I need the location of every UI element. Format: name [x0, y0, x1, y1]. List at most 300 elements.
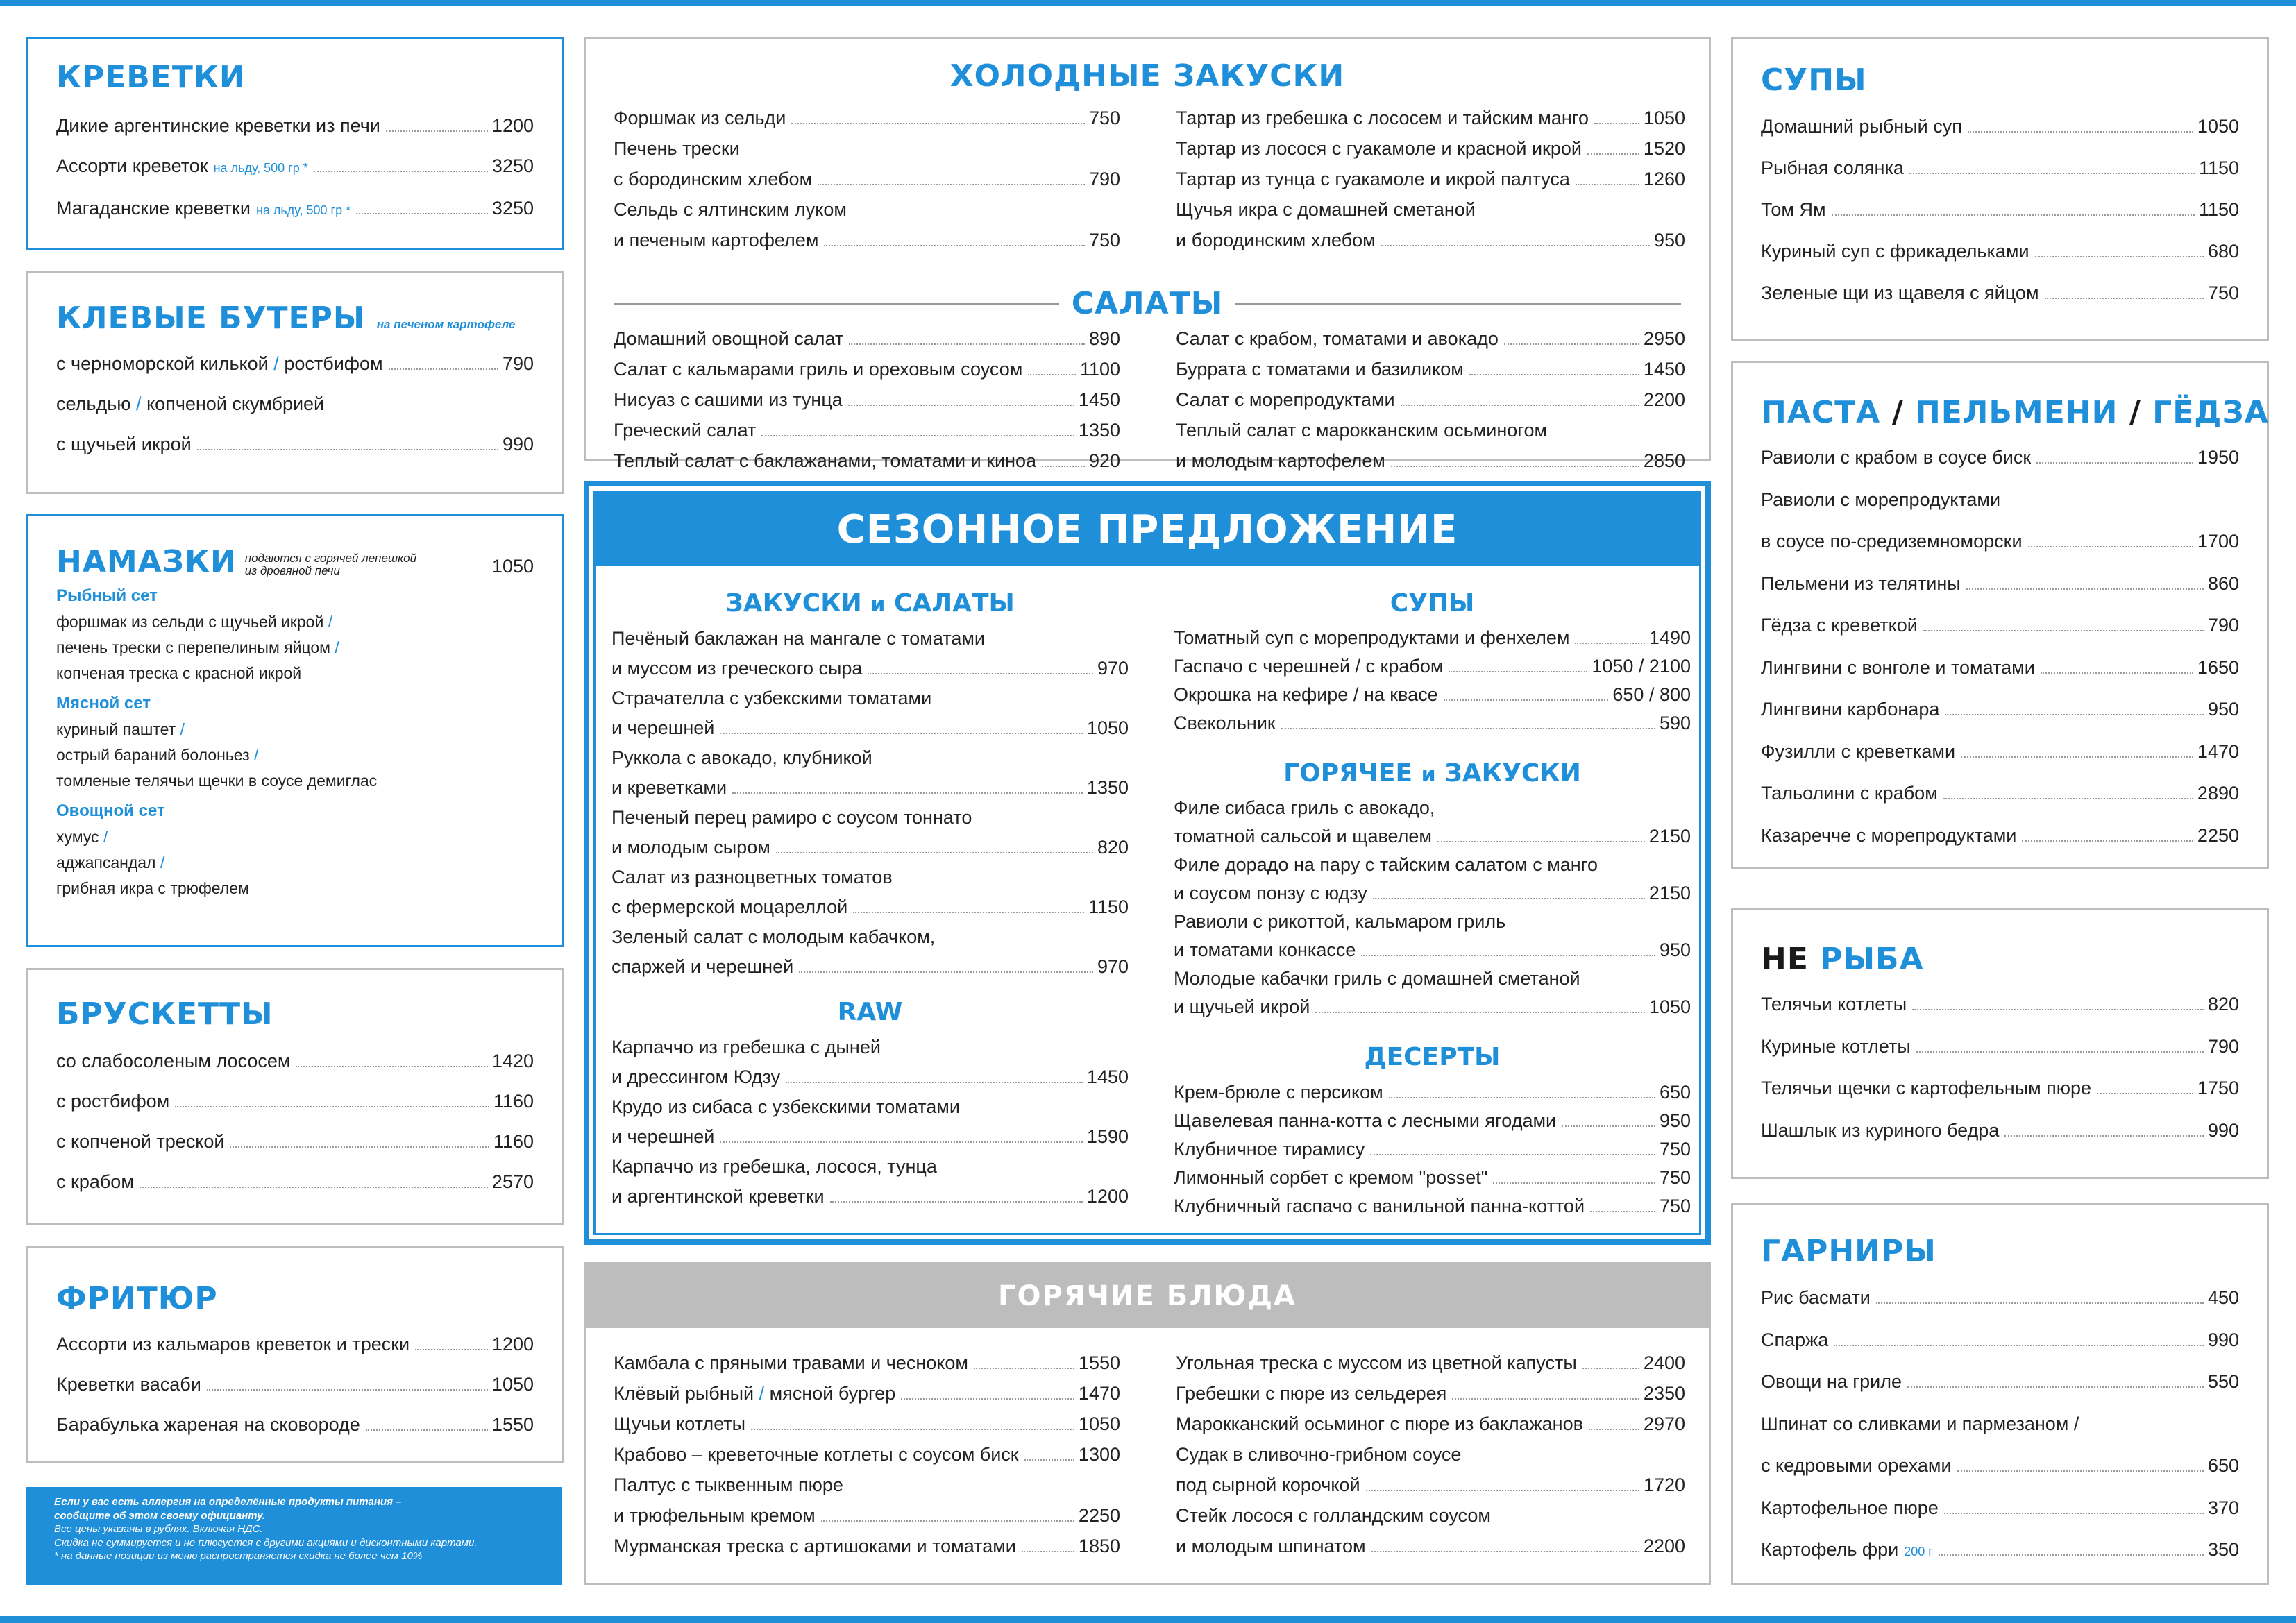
menu-item: [611, 833, 1129, 863]
menu-item: [1174, 993, 1691, 1021]
dot-leader: [1590, 1211, 1655, 1212]
item-name: [614, 1378, 895, 1409]
item-name: и молодым сыром: [611, 837, 770, 858]
item-name: Мурманская треска с артишоками и томатами: [614, 1536, 1016, 1556]
item-name: [56, 384, 324, 424]
item-name: Карпаччо из гребешка с дыней: [611, 1037, 881, 1058]
item-name-b: мясной бургер: [769, 1383, 896, 1404]
item-name: Щавелевая панна-котта с лесными ягодами: [1174, 1110, 1557, 1131]
item-name: и соусом понзу с юдзу: [1174, 883, 1367, 904]
section-title: САЛАТЫ: [1071, 286, 1224, 321]
item-name: Буррата с томатами и базиликом: [1176, 359, 1464, 380]
section-title: ГАРНИРЫ: [1761, 1234, 1936, 1269]
section-spreads: [26, 514, 564, 947]
item-price: 1720: [1643, 1475, 1685, 1495]
dot-leader: [1361, 955, 1655, 956]
menu-item: [614, 384, 1120, 415]
menu-item: [1176, 323, 1685, 354]
item-name: и черешней: [611, 1126, 715, 1148]
dot-leader: [1966, 588, 2204, 590]
item-price: 750: [1088, 108, 1120, 128]
salads-left-column: [614, 323, 1120, 476]
dot-leader: [1022, 1551, 1074, 1552]
section-title: СУПЫ: [1761, 62, 1867, 98]
notice-line: Скидка не суммируется и не плюсуется с другими акциями и дисконтными картами.: [54, 1536, 478, 1549]
menu-item: [1174, 1135, 1691, 1164]
item-name-a: с черноморской килькой: [56, 353, 269, 374]
menu-item: [614, 225, 1120, 255]
seasonal-subtitle: [1174, 758, 1691, 788]
dot-leader: [1832, 214, 2195, 216]
dot-leader: [1469, 374, 1639, 375]
menu-item: [611, 892, 1129, 922]
dot-leader: [1968, 131, 2193, 133]
item-name: Клубничный гаспачо с ванильной панна-коттой: [1174, 1195, 1585, 1216]
section-title: [56, 300, 534, 336]
slash: /: [160, 853, 165, 872]
set-item: [56, 635, 534, 661]
item-price: 650: [1659, 1081, 1691, 1103]
item-name: Щучья икра с домашней сметаной: [1176, 199, 1476, 220]
menu-item: [1176, 1348, 1685, 1378]
item-price: 1950: [2197, 447, 2239, 468]
item-name: Томатный суп с морепродуктами и фенхелем: [1174, 627, 1570, 649]
section-title: БРУСКЕТТЫ: [56, 996, 273, 1032]
menu-item: [56, 146, 534, 188]
item-name: Салат с крабом, томатами и авокадо: [1176, 328, 1499, 349]
item-price: 1750: [2197, 1078, 2239, 1098]
menu-item: [614, 133, 1120, 164]
item-name: Телячьи котлеты: [1761, 994, 1907, 1014]
item-name: Судак в сливочно-грибном соусе: [1176, 1444, 1462, 1465]
menu-item: [614, 323, 1120, 354]
item-name: Рис басмати: [1761, 1287, 1871, 1308]
item-price: 920: [1088, 450, 1120, 471]
menu-item: [1176, 415, 1685, 445]
dot-leader: [1945, 714, 2204, 715]
item-name: Сельдь с ялтинским луком: [614, 199, 847, 220]
menu-item: [1761, 688, 2239, 731]
menu-item: [614, 103, 1120, 133]
item-name: Палтус с тыквенным пюре: [614, 1475, 843, 1495]
menu-item: [1176, 1500, 1685, 1531]
item-name: Теплый салат с марокканским осьминогом: [1176, 420, 1548, 441]
dot-leader: [1912, 1009, 2204, 1010]
item-price: 1520: [1643, 138, 1685, 159]
dot-leader: [821, 1520, 1074, 1522]
dot-leader: [786, 1082, 1083, 1083]
item-name: Ассорти из кальмаров креветок и трески: [56, 1334, 410, 1354]
dot-leader: [2041, 672, 2193, 674]
dot-leader: [830, 1201, 1083, 1203]
item-price: 1470: [1078, 1383, 1120, 1404]
section-title: ФРИТЮР: [56, 1281, 218, 1316]
item-price: 1470: [2197, 740, 2239, 762]
slash: /: [136, 393, 142, 414]
item-name: с ростбифом: [56, 1091, 170, 1112]
item-name: и томатами конкассе: [1174, 940, 1356, 961]
menu-item: [56, 1041, 534, 1081]
item-name: Гаспачо с черешней / с крабом: [1174, 656, 1444, 677]
item-price: 1050: [1648, 996, 1691, 1018]
item-price: 1590: [1086, 1126, 1129, 1148]
item-name: Пельмени из телятины: [1761, 572, 1961, 594]
dot-leader: [720, 733, 1083, 734]
item-name: Нисуаз с сашими из тунца: [614, 389, 843, 410]
dot-leader: [1444, 699, 1609, 701]
section-buters: [26, 271, 564, 494]
menu-item: [614, 1500, 1120, 1531]
item-price: 1700: [2197, 531, 2239, 552]
menu-item: [1761, 272, 2239, 314]
title-part: ПАСТА: [1761, 395, 1881, 430]
section-title: НАМАЗКИ: [56, 544, 237, 579]
dot-leader: [1909, 173, 2195, 174]
menu-item: [611, 952, 1129, 982]
menu-item: [56, 1121, 534, 1162]
dot-leader: [732, 792, 1083, 794]
item-price: 2200: [1643, 1536, 1685, 1556]
menu-item: [1174, 794, 1691, 822]
dot-leader: [175, 1106, 489, 1107]
menu-item: [1174, 1164, 1691, 1192]
title-part: РЫБА: [1820, 942, 1924, 977]
section-title: КРЕВЕТКИ: [56, 60, 246, 95]
item-name-b: копченой скумбрией: [146, 393, 325, 414]
item-price: 2850: [1643, 450, 1685, 471]
item-price: 2400: [1643, 1352, 1685, 1373]
item-price: 750: [1659, 1138, 1691, 1159]
seasonal-subtitle: СУПЫ: [1390, 589, 1475, 618]
menu-item: [1174, 879, 1691, 908]
item-price: 1050: [491, 1374, 534, 1395]
item-name: и муссом из греческого сыра: [611, 658, 863, 679]
slash: /: [759, 1383, 765, 1404]
item-name: и бородинским хлебом: [1176, 230, 1376, 250]
menu-item: [1176, 384, 1685, 415]
menu-item: [1761, 1445, 2239, 1487]
item-note: 200 г: [1904, 1545, 1933, 1558]
item-name: Казаречче с морепродуктами: [1761, 824, 2017, 846]
item-name: Карпаччо из гребешка, лосося, тунца: [611, 1156, 937, 1178]
dot-leader: [1594, 123, 1639, 124]
item-name: и трюфельным кремом: [614, 1505, 816, 1526]
menu-item: [611, 1033, 1129, 1062]
item-price: 1150: [2198, 158, 2239, 178]
item-name: Окрошка на кефире / на квасе: [1174, 684, 1438, 706]
item-name: с крабом: [56, 1171, 134, 1192]
dot-leader: [2045, 298, 2204, 299]
item-price: 2350: [1643, 1383, 1685, 1404]
item-note: на льду, 500 гр *: [213, 161, 308, 175]
menu-item: [1174, 1107, 1691, 1135]
item-name: Крем-брюле с персиком: [1174, 1081, 1383, 1103]
menu-item: [1174, 624, 1691, 652]
item-name: [56, 343, 383, 384]
menu-item: [1176, 1378, 1685, 1409]
item-price: 750: [1659, 1166, 1691, 1188]
item-name: Магаданские креветки: [56, 198, 251, 219]
title-slash: /: [2129, 395, 2141, 430]
dot-leader: [849, 343, 1085, 345]
item-name: Печёный баклажан на мангале с томатами: [611, 628, 985, 649]
dot-leader: [751, 1429, 1074, 1430]
title-part: НЕ: [1761, 942, 1809, 977]
dot-leader: [2035, 256, 2204, 257]
item-name: Домашний овощной салат: [614, 328, 844, 349]
set-item-text: острый бараний болоньез: [56, 745, 250, 764]
dot-leader: [791, 123, 1085, 124]
menu-item: [1174, 936, 1691, 965]
subtitle-part: САЛАТЫ: [893, 589, 1015, 618]
title-slash: /: [1891, 395, 1904, 430]
item-price: 950: [1659, 1110, 1691, 1131]
item-price: 1850: [1078, 1536, 1120, 1556]
item-price: 1300: [1078, 1444, 1120, 1465]
dot-leader: [1028, 374, 1076, 375]
menu-item: [611, 773, 1129, 803]
menu-item: [611, 1092, 1129, 1122]
menu-item: [1761, 604, 2239, 647]
item-name: Барабулька жареная на сковороде: [56, 1414, 360, 1435]
menu-item: [1761, 189, 2239, 230]
hot-left-column: [614, 1348, 1120, 1561]
item-price: 950: [2207, 699, 2239, 720]
bottom-accent-bar: [0, 1616, 2296, 1623]
section-title-text: КЛЕВЫЕ БУТЕРЫ: [56, 300, 366, 336]
menu-item: [1761, 520, 2239, 563]
menu-item: [1761, 105, 2239, 147]
item-price: 750: [1088, 230, 1120, 250]
item-price: 680: [2207, 241, 2239, 262]
item-name: Картофельное пюре: [1761, 1497, 1939, 1518]
menu-item: [56, 105, 534, 146]
section-bruschetta: [26, 968, 564, 1225]
dot-leader: [1493, 1182, 1655, 1184]
menu-item: [1761, 1277, 2239, 1319]
item-name: томатной сальсой и щавелем: [1174, 826, 1432, 847]
item-price: 750: [2207, 282, 2239, 303]
dot-leader: [1923, 630, 2204, 631]
item-price: 1650: [2197, 656, 2239, 678]
section-sides: [1731, 1203, 2269, 1585]
item-price: 1550: [491, 1414, 534, 1435]
note-line: подаются с горячей лепешкой: [244, 552, 417, 566]
dot-leader: [761, 435, 1074, 436]
menu-item: [1174, 709, 1691, 738]
section-title: [1761, 395, 2269, 430]
title-part: ГЁДЗА: [2152, 395, 2269, 430]
menu-item: [1174, 1078, 1691, 1107]
dot-leader: [1961, 756, 2193, 758]
seasonal-subtitle: [611, 588, 1129, 618]
menu-item: [1176, 103, 1685, 133]
item-name: Дикие аргентинские креветки из печи: [56, 115, 380, 136]
item-name: Руккола с авокадо, клубникой: [611, 747, 872, 769]
dot-leader: [1589, 1429, 1639, 1430]
menu-item: [614, 164, 1120, 194]
item-name: и креветками: [611, 777, 727, 799]
dot-leader: [356, 213, 488, 214]
section-shrimps: [26, 37, 564, 250]
item-name: Угольная треска с муссом из цветной капусты: [1176, 1352, 1577, 1373]
item-name: Зеленый салат с молодым кабачком,: [611, 926, 936, 948]
item-price: 1450: [1086, 1067, 1129, 1088]
set-item-text: аджапсандал: [56, 853, 156, 872]
menu-item: [56, 1404, 534, 1445]
menu-item: [1176, 133, 1685, 164]
item-name: Греческий салат: [614, 420, 757, 441]
notice-line: Если у вас есть аллергия на определённые продукты питания –: [54, 1496, 402, 1508]
menu-item: [1761, 436, 2239, 479]
dot-leader: [776, 852, 1093, 853]
item-price: 1450: [1643, 359, 1685, 380]
item-price: 1050: [1086, 717, 1129, 739]
item-name: Печеный перец рамиро с соусом тоннато: [611, 807, 972, 829]
item-name: Телячьи щечки с картофельным пюре: [1761, 1078, 2092, 1098]
dot-leader: [415, 1349, 488, 1350]
menu-item: [611, 683, 1129, 713]
dot-leader: [824, 245, 1085, 246]
set-name: Мясной сет: [56, 693, 151, 713]
dot-leader: [1957, 1470, 2204, 1472]
dot-leader: [1401, 405, 1639, 406]
dot-leader: [1389, 1097, 1655, 1098]
menu-item: [611, 654, 1129, 683]
item-name: Гребешки с пюре из сельдерея: [1176, 1383, 1447, 1404]
item-price: 1350: [1078, 420, 1120, 441]
item-name: Зеленые щи из щавеля с яйцом: [1761, 282, 2039, 303]
dot-leader: [386, 130, 488, 132]
item-name: Лимонный сорбет с кремом "posset": [1174, 1166, 1488, 1188]
dot-leader: [1315, 1012, 1645, 1013]
notice-line: Все цены указаны в рублях. Включая НДС.: [54, 1523, 263, 1535]
item-name: Равиоли с рикоттой, кальмаром гриль: [1174, 911, 1506, 933]
item-note: на льду, 500 гр *: [255, 203, 351, 217]
set-item: копченая треска с красной икрой: [56, 663, 302, 682]
item-name: Салат с морепродуктами: [1176, 389, 1395, 410]
item-name: Тальолини с крабом: [1761, 783, 1938, 804]
item-price: 1450: [1078, 389, 1120, 410]
item-name: Филе сибаса гриль с авокадо,: [1174, 797, 1435, 819]
menu-item: [611, 922, 1129, 952]
menu-item: [1176, 164, 1685, 194]
set-item: [56, 850, 534, 876]
item-name: в соусе по-средиземноморски: [1761, 531, 2023, 552]
menu-item: [1761, 731, 2239, 773]
item-name: Равиоли с крабом в соусе биск: [1761, 447, 2032, 468]
item-price: 860: [2207, 572, 2239, 594]
seasonal-inner-frame: [593, 491, 1701, 1235]
item-price: 2200: [1643, 389, 1685, 410]
item-price: 1490: [1648, 627, 1691, 649]
set-item-text: печень трески с перепелиным яйцом: [56, 638, 330, 657]
dot-leader: [2036, 462, 2193, 464]
section-title: ХОЛОДНЫЕ ЗАКУСКИ: [949, 58, 1345, 94]
cold-left-column: [614, 103, 1120, 255]
dot-leader: [868, 673, 1093, 674]
item-name: Клубничное тирамису: [1174, 1138, 1365, 1159]
item-price: 990: [502, 434, 534, 454]
menu-item: [1761, 563, 2239, 605]
item-name: и щучьей икрой: [1174, 996, 1310, 1018]
dot-leader: [1939, 1554, 2204, 1556]
item-name: Тартар из гребешка с лососем и тайским манго: [1176, 108, 1589, 128]
dot-leader: [901, 1398, 1074, 1400]
menu-item: [614, 1409, 1120, 1439]
item-name-a: сельдью: [56, 393, 131, 414]
item-name: со слабосоленым лососем: [56, 1051, 291, 1071]
dot-leader: [1366, 1490, 1639, 1491]
dot-leader: [848, 405, 1074, 406]
dot-leader: [1381, 245, 1650, 246]
section-hot-dishes: [584, 1262, 1711, 1585]
menu-item: [611, 1182, 1129, 1212]
item-price: 2150: [1648, 826, 1691, 847]
item-price: 2250: [1078, 1505, 1120, 1526]
set-item-text: форшмак из сельди с щучьей икрой: [56, 613, 324, 631]
item-price: 1150: [1088, 897, 1129, 918]
menu-item: [1761, 1319, 2239, 1361]
section-fryer: [26, 1246, 564, 1463]
menu-item: [611, 624, 1129, 654]
item-price: 1050: [1643, 108, 1685, 128]
item-price: 550: [2207, 1371, 2239, 1392]
menu-item: [56, 1162, 534, 1202]
dot-leader: [1582, 1368, 1639, 1369]
item-price: 1050: [2197, 116, 2239, 137]
dot-leader: [974, 1368, 1074, 1369]
menu-item: [1174, 965, 1691, 993]
item-price: 950: [1659, 940, 1691, 961]
item-name: Спаржа: [1761, 1329, 1829, 1350]
item-name: Фузилли с креветками: [1761, 740, 1956, 762]
slash: /: [273, 353, 279, 374]
set-item: грибная икра с трюфелем: [56, 878, 249, 897]
dot-leader: [1042, 466, 1085, 467]
slash: /: [335, 638, 339, 657]
item-name: Гёдза с креветкой: [1761, 615, 1918, 636]
item-name: с бородинским хлебом: [614, 169, 813, 189]
seasonal-subtitle: RAW: [837, 998, 903, 1027]
item-name: Печень трески: [614, 138, 740, 159]
menu-item: [1176, 1470, 1685, 1500]
item-price: 790: [2207, 1035, 2239, 1057]
item-name: спаржей и черешней: [611, 956, 794, 978]
menu-item: [1761, 1110, 2239, 1152]
dot-leader: [1370, 1154, 1655, 1155]
dot-leader: [1907, 1386, 2204, 1388]
divider: [1235, 303, 1681, 305]
dot-leader: [2022, 840, 2193, 842]
menu-item: [1761, 1487, 2239, 1529]
menu-item: [1174, 822, 1691, 851]
dot-leader: [1575, 643, 1645, 644]
item-price: 450: [2207, 1287, 2239, 1308]
item-name: Салат с кальмарами гриль и ореховым соусом: [614, 359, 1023, 380]
menu-item: [1761, 230, 2239, 272]
menu-item: [56, 1324, 534, 1364]
menu-item: [614, 1470, 1120, 1500]
divider: [614, 303, 1059, 305]
item-price: 950: [1653, 230, 1685, 250]
item-price: 1050: [1078, 1413, 1120, 1434]
dot-leader: [2004, 1135, 2204, 1137]
item-name-b: ростбифом: [284, 353, 383, 374]
set-item: [56, 824, 534, 850]
item-name: с копченой треской: [56, 1131, 225, 1152]
item-price: 990: [2207, 1329, 2239, 1350]
